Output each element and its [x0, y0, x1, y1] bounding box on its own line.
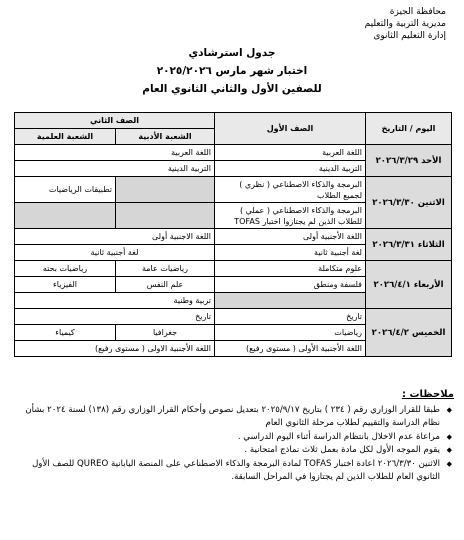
table-cell: اللغة الاجنبية أولى [15, 229, 215, 245]
table-cell: اللغة العربية [15, 145, 215, 161]
doc-title: جدول استرشادي [188, 47, 276, 59]
day-monday: الاثنين ٢٠٢٦/٣/٣٠ [366, 177, 452, 229]
table-cell: رياضيات بحته [15, 261, 116, 277]
note-item: ◆ مراعاة عدم الاخلال بانتظام الدراسة أثناء اليوم الدراسي . [10, 431, 440, 445]
table-cell: علم النفس [116, 277, 215, 293]
table-row [15, 309, 452, 325]
table-cell: كيمياء [15, 325, 116, 341]
table-cell: التربية الدينية [215, 161, 366, 177]
table-cell: الفيزياء [15, 277, 116, 293]
note-item: ◆ يقوم الموجه الأول لكل مادة بعمل ثلاث نماذج امتحانية . [10, 444, 440, 458]
table-row [15, 229, 452, 245]
table-row [15, 145, 452, 161]
table-cell: اللغة العربية [215, 145, 366, 161]
grades-title: للصفين الأول والثاني الثانوي العام [142, 83, 322, 95]
note-item: ◆ طبقا للقرار الوزاري رقم ( ٢٣٤ ) بتاريخ ٢٠٢٥/٩/١٧ بتعديل نصوص وأحكام القرار الوزاري رقم (١٣٨) لسنة ٢٠٢٤ بشأن نظام الدراسة والتقييم لطلاب مرحلة الثانوي العام [10, 404, 440, 431]
exam-schedule-table [14, 112, 452, 357]
table-cell: تاريخ [15, 309, 215, 325]
empty-cell [116, 177, 215, 203]
table-cell: تطبيقات الرياضيات [15, 177, 116, 203]
table-header-row [15, 113, 452, 129]
table-cell: فلسفة ومنطق [215, 277, 366, 293]
issuer-header [365, 6, 446, 42]
table-cell: تاريخ [215, 309, 366, 325]
notes-section [10, 388, 454, 485]
day-wednesday: الأربعاء ٢٠٢٦/٤/١ [366, 261, 452, 309]
table-cell: تربية وطنية [15, 293, 215, 309]
header-first-grade: الصف الأول [215, 113, 366, 145]
table-cell: لغة أجنبية ثانية [215, 245, 366, 261]
table-cell: البرمجة والذكاء الاصطناعي ( نظري ) لجميع الطلاب [215, 177, 366, 203]
day-tuesday: الثلاثاء ٢٠٢٦/٣/٣١ [366, 229, 452, 261]
table-row [15, 177, 452, 203]
header-scientific-branch: الشعبة العلمية [15, 129, 116, 145]
notes-list [10, 404, 454, 485]
table-cell: رياضيات عامة [116, 261, 215, 277]
table-cell: جغرافيا [116, 325, 215, 341]
table-cell: البرمجة والذكاء الاصطناعي ( عملي ) للطلاب الذين لم يجتازوا اختبار TOFAS [215, 203, 366, 229]
table-cell: اللغة الأجنبية الأولى ( مستوى رفيع) [215, 341, 366, 357]
table-cell: اللغة الأجنبية أولى [215, 229, 366, 245]
header-second-grade: الصف الثاني [15, 113, 215, 129]
table-cell: التربية الدينية [15, 161, 215, 177]
empty-cell [116, 203, 215, 229]
header-literary-branch: الشعبة الأدبية [116, 129, 215, 145]
day-sunday: الأحد ٢٠٢٦/٣/٢٩ [366, 145, 452, 177]
day-thursday: الخميس ٢٠٢٦/٤/٢ [366, 309, 452, 357]
table-cell: رياضيات [215, 325, 366, 341]
empty-cell [15, 203, 116, 229]
notes-title: ملاحظات : [401, 389, 454, 400]
note-item: ◆ الاثنين ٢٠٢٦/٣/٣٠ اعادة اختبار TOFAS لمادة البرمجة والذكاء الاصطناعي على المنصة اليابانية QUREO للصف الأول الثانوي العام للطلاب الذين لم يجتازوا في المراحل السابقة. [10, 458, 440, 485]
governorate-line: محافظة الجيزة [389, 7, 446, 17]
table-row [15, 261, 452, 277]
table-cell: علوم متكاملة [215, 261, 366, 277]
directorate-line: مديرية التربية والتعليم [364, 19, 446, 29]
table-cell: لغة أجنبية ثانية [15, 245, 215, 261]
empty-cell [215, 293, 366, 309]
header-day-date: اليوم / التاريخ [366, 113, 452, 145]
department-line: إدارة التعليم الثانوى [373, 31, 446, 41]
table-cell: اللغة الأجنبية الاولى ( مستوى رفيع) [15, 341, 215, 357]
exam-title: اختبار شهر مارس ٢٠٢٥/٢٠٢٦ [156, 65, 308, 77]
